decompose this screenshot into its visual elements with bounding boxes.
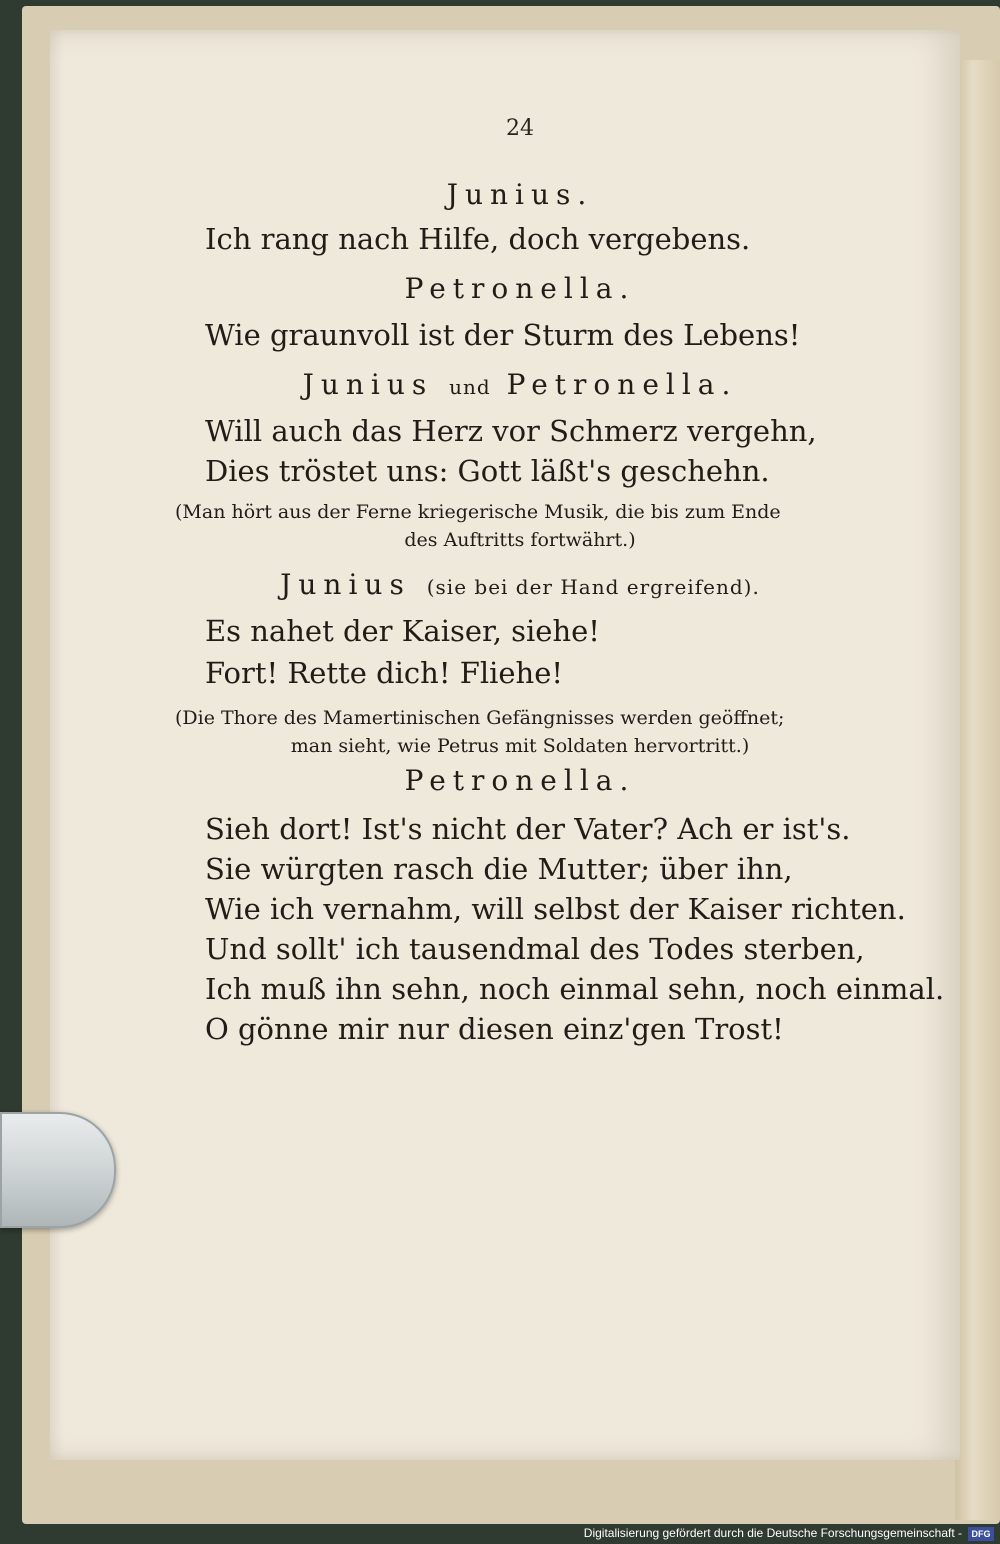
speaker-junius bbox=[0, 568, 1000, 601]
speaker-conjunction: und bbox=[449, 375, 491, 399]
stage-direction bbox=[175, 704, 865, 760]
stage-direction bbox=[175, 498, 865, 554]
speaker-junius: Junius. bbox=[446, 178, 594, 211]
stage-direction-text: (Die Thore des Mamertinischen Gefängnisses werden geöffnet; bbox=[175, 707, 785, 729]
page-clip bbox=[0, 1112, 116, 1228]
speaker-name: Junius bbox=[302, 368, 434, 401]
speaker-name: Petronella. bbox=[506, 368, 738, 401]
stage-direction-text: (Man hört aus der Ferne kriegerische Musik, die bis zum Ende bbox=[175, 501, 781, 523]
speaker-aside: (sie bei der Hand ergreifend). bbox=[426, 575, 760, 599]
verse-line: Will auch das Herz vor Schmerz vergehn, bbox=[205, 414, 817, 448]
verse-line: Sieh dort! Ist's nicht der Vater? Ach er ist's. bbox=[205, 812, 851, 846]
page-number: 24 bbox=[506, 116, 534, 141]
verse-line: O gönne mir nur diesen einz'gen Trost! bbox=[205, 1012, 784, 1046]
verse-line: Wie graunvoll ist der Sturm des Lebens! bbox=[205, 318, 801, 352]
verse-line: Es nahet der Kaiser, siehe! bbox=[205, 614, 600, 648]
verse-line: Ich muß ihn sehn, noch einmal sehn, noch einmal. bbox=[205, 972, 945, 1006]
verse-line: Fort! Rette dich! Fliehe! bbox=[205, 656, 564, 690]
speaker-junius-und-petronella bbox=[0, 368, 1000, 401]
speaker-petronella: Petronella. bbox=[404, 272, 636, 305]
stage-direction-text: man sieht, wie Petrus mit Soldaten hervortritt.) bbox=[290, 735, 750, 757]
verse-line: Dies tröstet uns: Gott läßt's geschehn. bbox=[205, 454, 770, 488]
verse-line: Ich rang nach Hilfe, doch vergebens. bbox=[205, 222, 751, 256]
dfg-logo: DFG bbox=[968, 1527, 994, 1541]
digitization-credit: Digitalisierung gefördert durch die Deutsche Forschungsgemeinschaft - bbox=[583, 1526, 962, 1540]
speaker-petronella: Petronella. bbox=[404, 764, 636, 797]
verse-line: Sie würgten rasch die Mutter; über ihn, bbox=[205, 852, 793, 886]
verse-line: Und sollt' ich tausendmal des Todes sterben, bbox=[205, 932, 865, 966]
verse-line: Wie ich vernahm, will selbst der Kaiser richten. bbox=[205, 892, 906, 926]
speaker-name: Junius bbox=[280, 568, 411, 601]
stage-direction-text: des Auftritts fortwährt.) bbox=[404, 529, 636, 551]
